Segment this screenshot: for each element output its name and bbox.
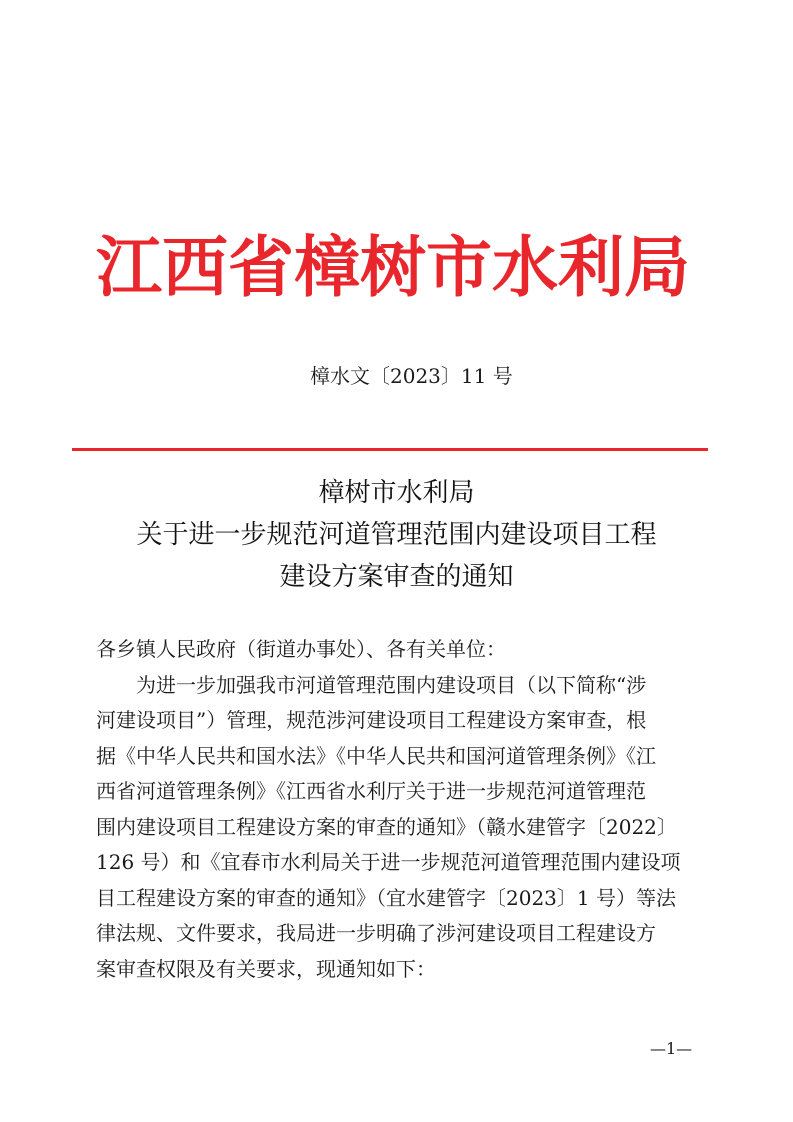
paragraph-line: 126 号）和《宜春市水利局关于进一步规范河道管理范围内建设项	[96, 850, 681, 874]
title-line-3: 建设方案审查的通知	[279, 562, 514, 592]
title-line-2: 关于进一步规范河道管理范围内建设项目工程	[136, 520, 657, 550]
paragraph-line: 据《中华人民共和国水法》《中华人民共和国河道管理条例》《江	[96, 743, 656, 768]
paragraph-line: 目工程建设方案的审查的通知》（宜水建管字〔2023〕1 号）等法	[96, 885, 676, 910]
title-line-1: 樟树市水利局	[318, 478, 475, 508]
paragraph-line: 围内建设项目工程建设方案的审查的通知》（赣水建管字〔2022〕	[96, 814, 677, 839]
paragraph-line: 河建设项目”）管理，规范涉河建设项目工程建设方案审查，根	[96, 708, 647, 732]
document-number: 樟水文〔2023〕11 号	[310, 364, 513, 388]
salutation: 各乡镇人民政府（街道办事处）、各有关单位：	[96, 637, 506, 661]
paragraph-line: 律法规、文件要求，我局进一步明确了涉河建设项目工程建设方	[96, 921, 656, 945]
masthead-title: 江西省樟树市水利局	[96, 228, 690, 306]
page-number: —1—	[650, 1039, 693, 1058]
paragraph-line: 为进一步加强我市河道管理范围内建设项目（以下简称“涉	[136, 672, 647, 697]
body-content	[96, 632, 696, 987]
paragraph-line: 西省河道管理条例》《江西省水利厅关于进一步规范河道管理范	[96, 779, 646, 803]
red-divider-rule	[72, 448, 708, 451]
paragraph-line: 案审查权限及有关要求，现通知如下：	[96, 956, 436, 981]
notice-title	[70, 472, 723, 598]
